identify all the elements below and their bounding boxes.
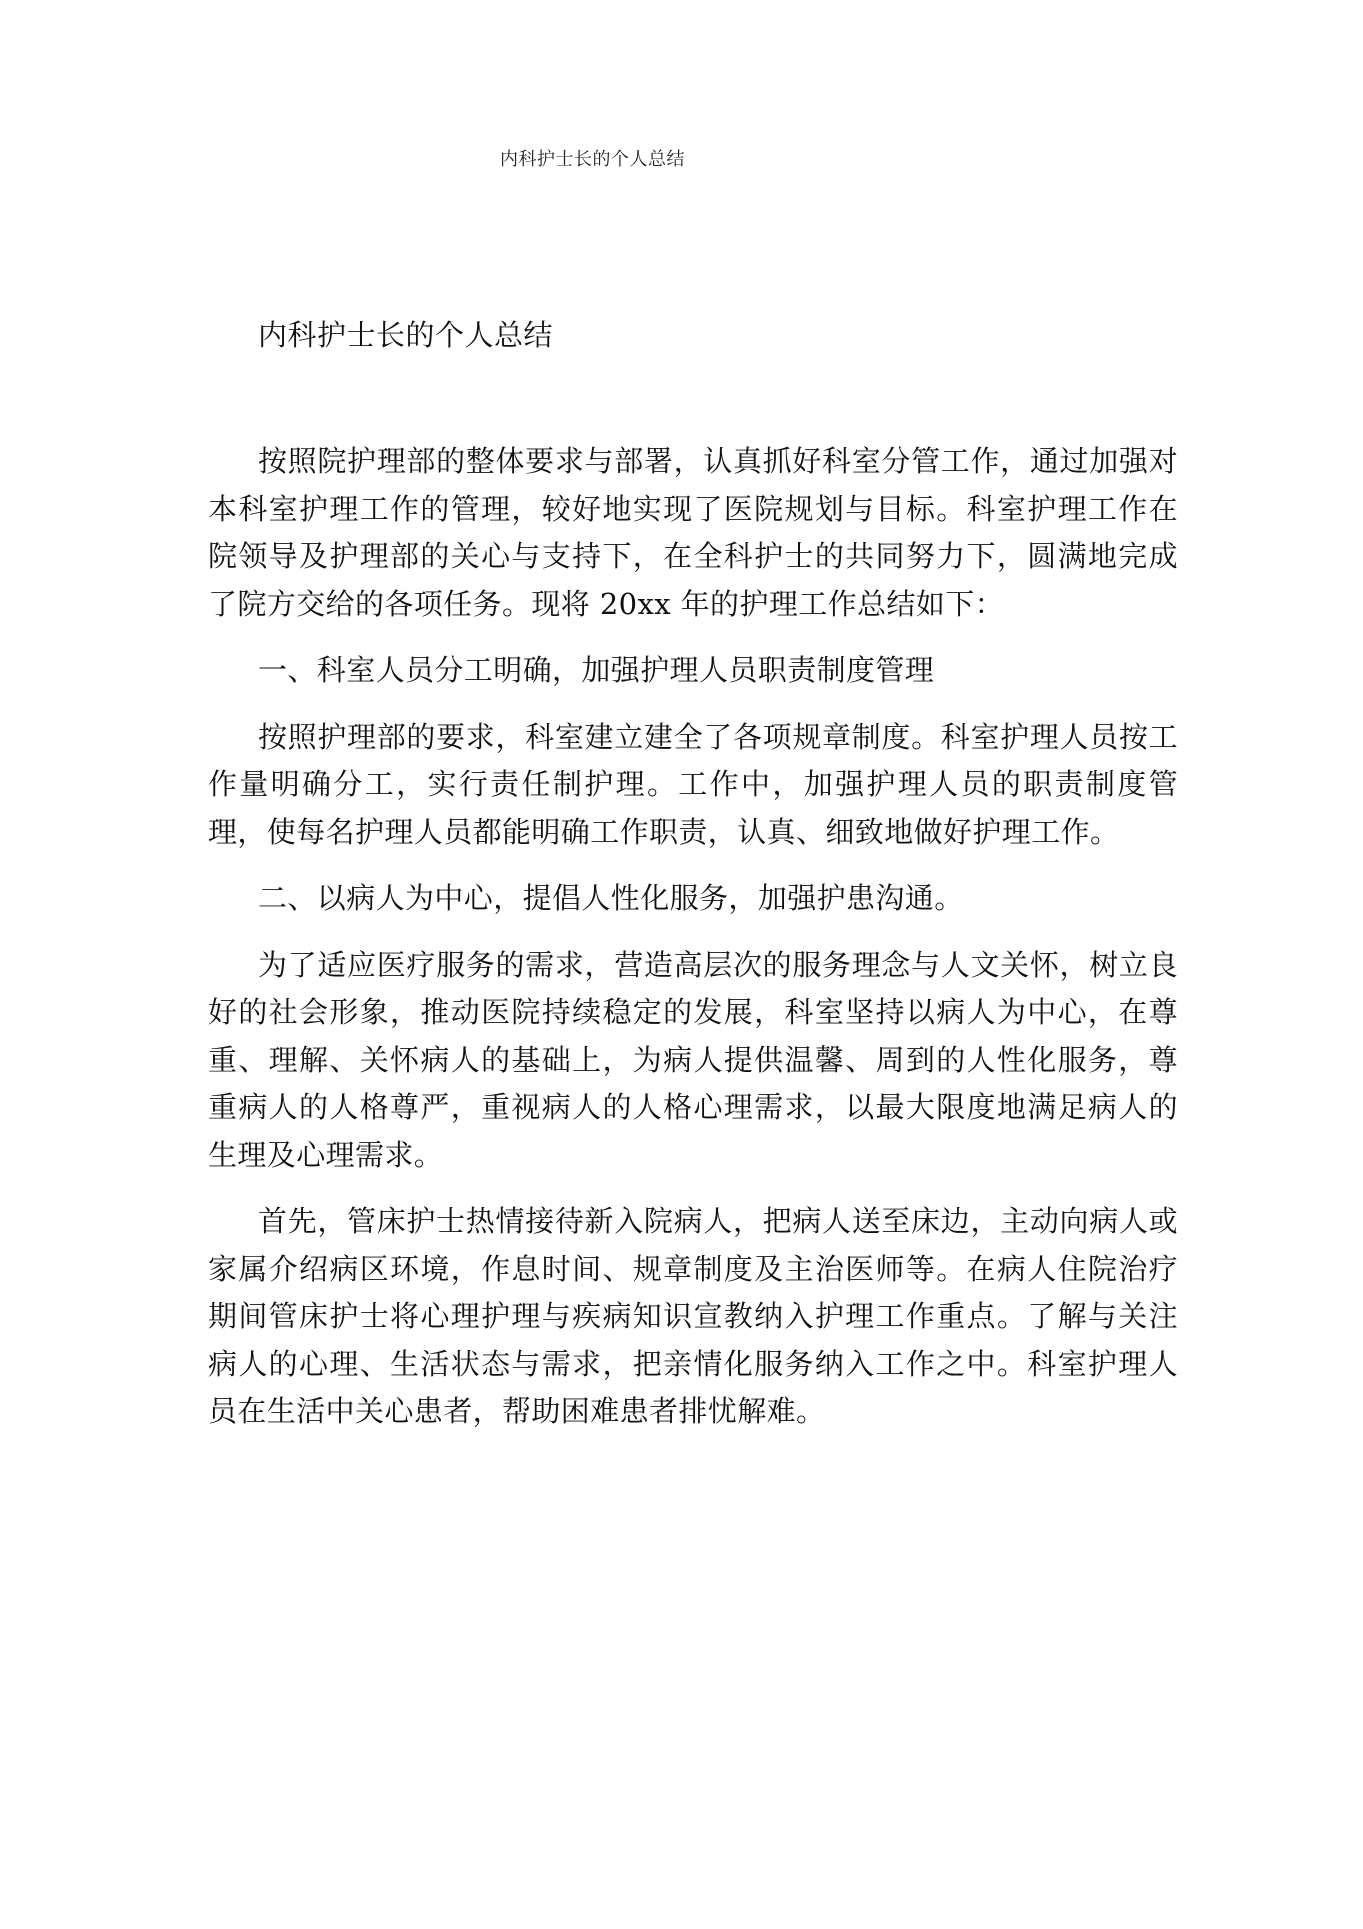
paragraph-section-1: 按照护理部的要求，科室建立建全了各项规章制度。科室护理人员按工作量明确分工，实行责任制护理。工作中，加强护理人员的职责制度管理，使每名护理人员都能明确工作职责，认真、细致地做好护理工作。 <box>208 719 1178 849</box>
section-heading-1: 一、科室人员分工明确，加强护理人员职责制度管理 <box>258 653 935 687</box>
paragraph-intro: 按照院护理部的整体要求与部署，认真抓好科室分管工作，通过加强对本科室护理工作的管理，较好地实现了医院规划与目标。科室护理工作在院领导及护理部的关心与支持下，在全科护士的共同努力下，圆满地完成了院方交给的各项任务。现将 20xx 年的护理工作总结如下： <box>208 444 1178 621</box>
paragraph-section-2-detail: 首先，管床护士热情接待新入院病人，把病人送至床边，主动向病人或家属介绍病区环境，作息时间、规章制度及主治医师等。在病人住院治疗期间管床护士将心理护理与疾病知识宣教纳入护理工作重点。了解与关注病人的心理、生活状态与需求，把亲情化服务纳入工作之中。科室护理人员在生活中关心患者，帮助困难患者排忧解难。 <box>208 1204 1178 1428</box>
section-heading-2: 二、以病人为中心，提倡人性化服务，加强护患沟通。 <box>258 881 964 915</box>
document-body <box>208 438 1178 1455</box>
running-header: 内科护士长的个人总结 <box>500 149 685 170</box>
paragraph-section-2: 为了适应医疗服务的需求，营造高层次的服务理念与人文关怀，树立良好的社会形象，推动医院持续稳定的发展，科室坚持以病人为中心，在尊重、理解、关怀病人的基础上，为病人提供温馨、周到的人性化服务，尊重病人的人格尊严，重视病人的人格心理需求，以最大限度地满足病人的生理及心理需求。 <box>208 947 1178 1172</box>
document-title: 内科护士长的个人总结 <box>258 318 554 352</box>
